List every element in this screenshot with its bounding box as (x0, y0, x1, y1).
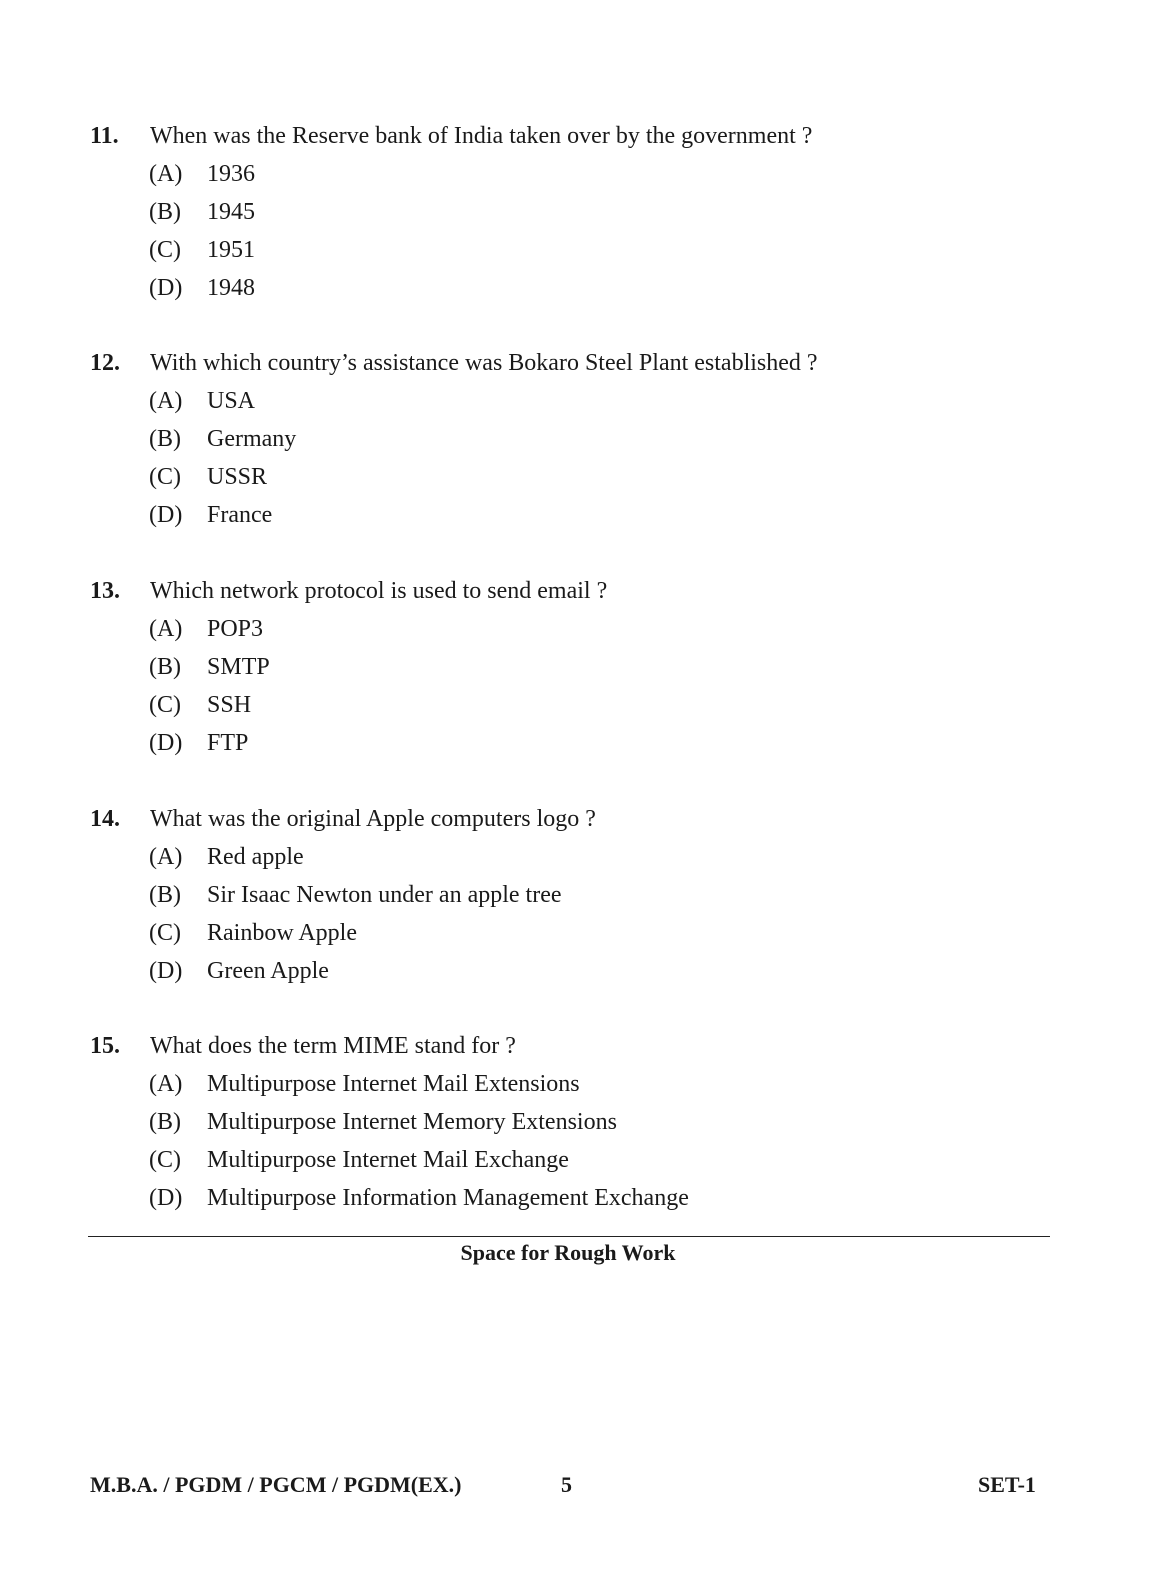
option-letter: (D) (149, 502, 183, 528)
option-text: Sir Isaac Newton under an apple tree (207, 882, 562, 908)
option-d (90, 496, 1070, 534)
option-letter: (B) (149, 882, 181, 908)
rough-work-divider (88, 1236, 1050, 1237)
question-number: 12. (90, 350, 120, 376)
option-a (90, 1065, 1070, 1103)
option-b (90, 876, 1070, 914)
option-text: Red apple (207, 844, 304, 870)
option-c (90, 686, 1070, 724)
option-letter: (B) (149, 199, 181, 225)
option-text: Multipurpose Internet Mail Exchange (207, 1147, 569, 1173)
option-d (90, 724, 1070, 762)
option-text: USA (207, 388, 256, 414)
question-number: 14. (90, 806, 120, 832)
option-letter: (A) (149, 616, 183, 642)
option-text: Multipurpose Information Management Exchange (207, 1185, 689, 1211)
question-header (90, 117, 1070, 155)
option-a (90, 838, 1070, 876)
option-b (90, 1103, 1070, 1141)
option-b (90, 648, 1070, 686)
option-letter: (B) (149, 1109, 181, 1135)
option-text: Multipurpose Internet Memory Extensions (207, 1109, 617, 1135)
question-header (90, 572, 1070, 610)
rough-work-label: Space for Rough Work (460, 1240, 676, 1265)
question-text: What does the term MIME stand for ? (150, 1033, 516, 1059)
option-d (90, 1179, 1070, 1217)
question-11 (90, 117, 1070, 307)
option-text: Rainbow Apple (207, 920, 357, 946)
question-text: Which network protocol is used to send email ? (150, 578, 608, 604)
option-text: Green Apple (207, 958, 329, 984)
option-text: USSR (207, 464, 268, 490)
footer-course: M.B.A. / PGDM / PGCM / PGDM(EX.) (90, 1472, 462, 1497)
footer-page-number: 5 (561, 1472, 572, 1497)
option-b (90, 420, 1070, 458)
option-letter: (D) (149, 958, 183, 984)
question-text: With which country’s assistance was Bokaro Steel Plant established ? (150, 350, 818, 376)
option-a (90, 382, 1070, 420)
option-text: FTP (207, 730, 249, 756)
option-letter: (C) (149, 1147, 181, 1173)
option-letter: (A) (149, 844, 183, 870)
question-header (90, 344, 1070, 382)
option-text: 1951 (207, 237, 255, 263)
option-letter: (D) (149, 1185, 183, 1211)
option-letter: (D) (149, 730, 183, 756)
option-text: POP3 (207, 616, 264, 642)
option-letter: (B) (149, 426, 181, 452)
option-c (90, 914, 1070, 952)
option-letter: (C) (149, 464, 181, 490)
question-12 (90, 344, 1070, 534)
option-d (90, 269, 1070, 307)
option-text: France (207, 502, 273, 528)
option-c (90, 1141, 1070, 1179)
option-c (90, 458, 1070, 496)
question-15 (90, 1027, 1070, 1217)
question-14 (90, 800, 1070, 990)
option-letter: (C) (149, 920, 181, 946)
option-text: 1936 (207, 161, 255, 187)
option-a (90, 610, 1070, 648)
question-header (90, 800, 1070, 838)
option-text: Multipurpose Internet Mail Extensions (207, 1071, 580, 1097)
option-text: Germany (207, 426, 297, 452)
option-letter: (D) (149, 275, 183, 301)
option-a (90, 155, 1070, 193)
option-text: 1948 (207, 275, 255, 301)
option-text: 1945 (207, 199, 255, 225)
question-header (90, 1027, 1070, 1065)
option-letter: (C) (149, 692, 181, 718)
option-letter: (A) (149, 161, 183, 187)
option-letter: (B) (149, 654, 181, 680)
question-text: When was the Reserve bank of India taken over by the government ? (150, 123, 813, 149)
footer-set-label: SET-1 (978, 1472, 1036, 1497)
option-text: SSH (207, 692, 252, 718)
question-13 (90, 572, 1070, 762)
question-text: What was the original Apple computers logo ? (150, 806, 596, 832)
option-letter: (A) (149, 388, 183, 414)
question-number: 11. (90, 123, 119, 149)
option-b (90, 193, 1070, 231)
question-number: 13. (90, 578, 120, 604)
option-letter: (A) (149, 1071, 183, 1097)
option-letter: (C) (149, 237, 181, 263)
option-c (90, 231, 1070, 269)
option-text: SMTP (207, 654, 270, 680)
option-d (90, 952, 1070, 990)
question-number: 15. (90, 1033, 120, 1059)
